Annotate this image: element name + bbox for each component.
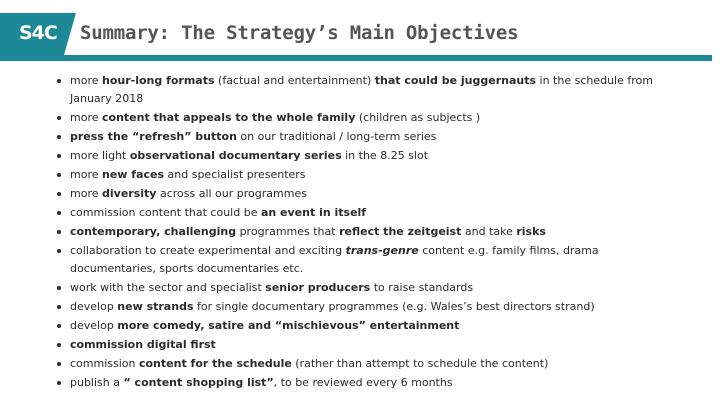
emphasis-text: that could be juggernauts (374, 74, 537, 87)
body-text: more light (70, 149, 130, 162)
body-text: , to be reviewed every 6 months (273, 376, 453, 389)
emphasis-text: diversity (102, 187, 157, 200)
bullet-dot-icon (57, 211, 61, 215)
body-text: and take (461, 225, 517, 238)
emphasis-text: “ content shopping list” (123, 376, 274, 389)
objective-item (56, 336, 656, 354)
emphasis-text: press the “refresh” button (70, 130, 237, 143)
body-text: more (70, 168, 102, 181)
objective-item (56, 317, 656, 335)
emphasis-text: more comedy, satire and “mischievous” entertainment (117, 319, 460, 332)
body-text: content e.g. family films, drama documentaries, sports documentaries etc. (70, 244, 599, 275)
objective-item (56, 109, 656, 127)
slide-title: Summary: The Strategy’s Main Objectives (80, 22, 519, 44)
body-text: publish a (70, 376, 124, 389)
objective-item (56, 185, 656, 203)
body-text: develop (70, 300, 118, 313)
objective-item (56, 204, 656, 222)
header-rule (0, 55, 712, 61)
emphasis-text: new strands (117, 300, 194, 313)
body-text: for single documentary programmes (e.g. Wales’s best directors strand) (193, 300, 595, 313)
emphasis-text: content for the schedule (138, 357, 292, 370)
bullet-dot-icon (57, 173, 61, 177)
bullet-dot-icon (57, 343, 61, 347)
emphasis-text: trans-genre (345, 244, 419, 257)
bullet-dot-icon (57, 249, 61, 253)
bullet-dot-icon (57, 286, 61, 290)
objective-item (56, 374, 656, 392)
emphasis-text: commission digital first (70, 338, 216, 351)
bullet-dot-icon (57, 381, 61, 385)
body-text: in the 8.25 slot (341, 149, 429, 162)
body-text: develop (70, 319, 118, 332)
bullet-dot-icon (57, 154, 61, 158)
objective-item (56, 147, 656, 165)
bullet-dot-icon (57, 324, 61, 328)
bullet-dot-icon (57, 79, 61, 83)
body-text: on our traditional / long-term series (236, 130, 437, 143)
emphasis-text: observational documentary series (129, 149, 342, 162)
bullet-dot-icon (57, 230, 61, 234)
bullet-dot-icon (57, 135, 61, 139)
body-text: more (70, 111, 102, 124)
body-text: more (70, 74, 102, 87)
emphasis-text: senior producers (265, 281, 371, 294)
body-text: collaboration to create experimental and exciting (70, 244, 346, 257)
body-text: to raise standards (370, 281, 474, 294)
body-text: (rather than attempt to schedule the content) (291, 357, 549, 370)
bullet-dot-icon (57, 116, 61, 120)
body-text: programmes that (236, 225, 340, 238)
objective-item (56, 166, 656, 184)
body-text: and specialist presenters (164, 168, 306, 181)
objectives-list (56, 72, 656, 392)
objective-item (56, 223, 656, 241)
objective-item (56, 355, 656, 373)
body-text: commission content that could be (70, 206, 261, 219)
objective-item (56, 72, 656, 108)
emphasis-text: reflect the zeitgeist (339, 225, 462, 238)
body-text: across all our programmes (156, 187, 307, 200)
emphasis-text: content that appeals to the whole family (102, 111, 356, 124)
body-text: (factual and entertainment) (214, 74, 375, 87)
emphasis-text: contemporary, challenging (70, 225, 237, 238)
s4c-logo: S4C (19, 22, 57, 44)
body-text: more (70, 187, 102, 200)
bullet-dot-icon (57, 192, 61, 196)
body-text: (children as subjects ) (355, 111, 481, 124)
emphasis-text: hour-long formats (102, 74, 215, 87)
emphasis-text: an event in itself (260, 206, 367, 219)
objective-item (56, 279, 656, 297)
objective-item (56, 128, 656, 146)
emphasis-text: risks (516, 225, 546, 238)
objective-item (56, 242, 656, 278)
body-text: work with the sector and specialist (70, 281, 266, 294)
slide-header (0, 0, 720, 62)
bullet-dot-icon (57, 362, 61, 366)
emphasis-text: new faces (102, 168, 165, 181)
body-text: in the schedule from January 2018 (70, 74, 653, 105)
body-text: commission (70, 357, 139, 370)
objective-item (56, 298, 656, 316)
bullet-dot-icon (57, 305, 61, 309)
